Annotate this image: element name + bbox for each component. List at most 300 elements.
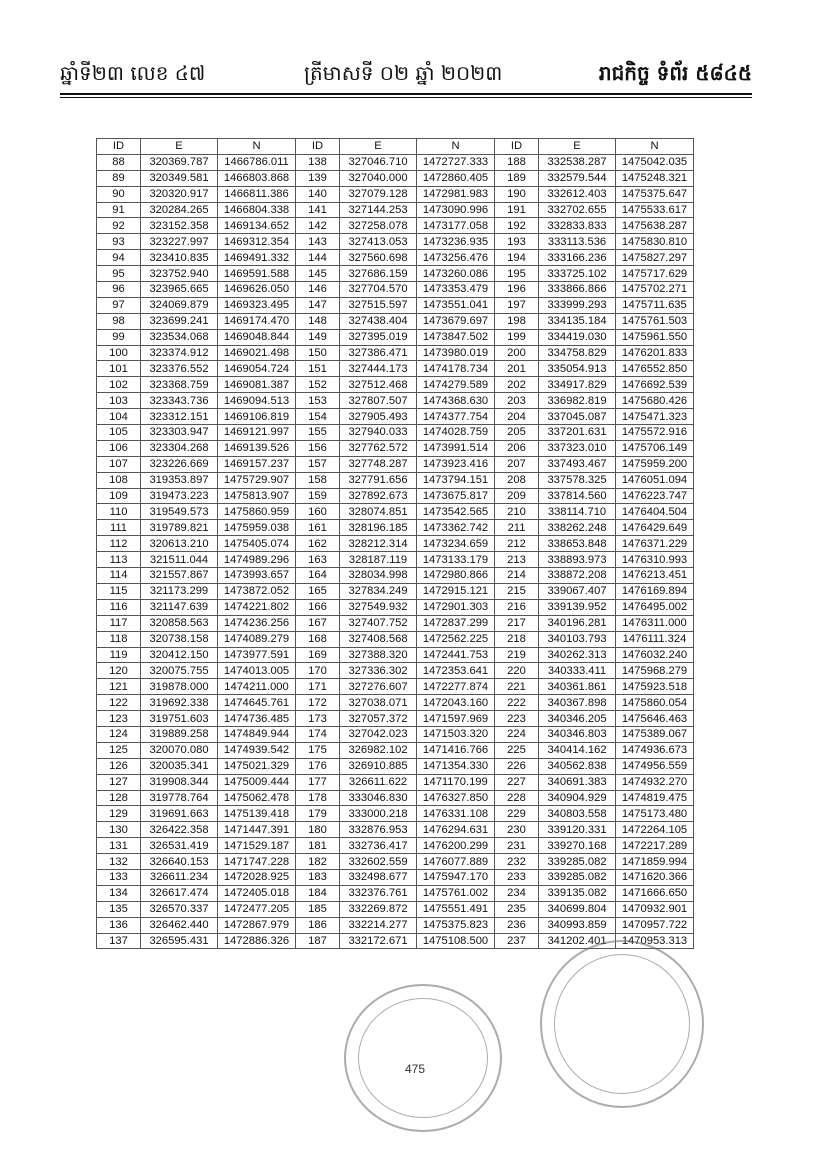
table-cell: 340803.558 xyxy=(539,806,616,822)
table-cell: 113 xyxy=(97,552,141,568)
table-row xyxy=(97,520,694,536)
table-cell: 198 xyxy=(495,313,539,329)
table-cell: 95 xyxy=(97,266,141,282)
table-cell: 110 xyxy=(97,504,141,520)
table-cell: 338653.848 xyxy=(539,536,616,552)
table-cell: 340562.838 xyxy=(539,758,616,774)
table-cell: 170 xyxy=(296,663,340,679)
table-cell: 1472915.121 xyxy=(417,583,495,599)
table-cell: 102 xyxy=(97,377,141,393)
table-cell: 334917.829 xyxy=(539,377,616,393)
table-cell: 126 xyxy=(97,758,141,774)
table-cell: 101 xyxy=(97,361,141,377)
table-row xyxy=(97,329,694,345)
table-cell: 1474368.630 xyxy=(417,393,495,409)
table-cell: 1475860.054 xyxy=(616,695,694,711)
table-cell: 1472405.018 xyxy=(218,885,296,901)
table-cell: 323699.241 xyxy=(141,313,218,329)
table-cell: 327386.471 xyxy=(340,345,417,361)
table-cell: 165 xyxy=(296,583,340,599)
table-cell: 147 xyxy=(296,297,340,313)
gazette-page: រាជកិច្ច ទំព័រ ៥៨៤៥ xyxy=(598,61,752,85)
table-row xyxy=(97,711,694,727)
table-cell: 1466804.338 xyxy=(218,202,296,218)
table-cell: 332214.277 xyxy=(340,917,417,933)
table-cell: 224 xyxy=(495,726,539,742)
table-cell: 122 xyxy=(97,695,141,711)
table-cell: 235 xyxy=(495,901,539,917)
table-cell: 1472901.303 xyxy=(417,599,495,615)
table-cell: 161 xyxy=(296,520,340,536)
table-cell: 327512.468 xyxy=(340,377,417,393)
table-cell: 203 xyxy=(495,393,539,409)
table-cell: 320349.581 xyxy=(141,170,218,186)
table-cell: 1472441.753 xyxy=(417,647,495,663)
table-cell: 1473236.935 xyxy=(417,234,495,250)
table-cell: 323534.068 xyxy=(141,329,218,345)
table-cell: 183 xyxy=(296,869,340,885)
table-cell: 115 xyxy=(97,583,141,599)
table-cell: 205 xyxy=(495,425,539,441)
table-cell: 320035.341 xyxy=(141,758,218,774)
table-cell: 1476495.002 xyxy=(616,599,694,615)
table-cell: 1472981.983 xyxy=(417,186,495,202)
table-cell: 326910.885 xyxy=(340,758,417,774)
table-cell: 197 xyxy=(495,297,539,313)
table-cell: 1472562.225 xyxy=(417,631,495,647)
table-cell: 327686.159 xyxy=(340,266,417,282)
table-row xyxy=(97,250,694,266)
table-cell: 338872.208 xyxy=(539,568,616,584)
table-cell: 1475761.503 xyxy=(616,313,694,329)
table-cell: 1471503.320 xyxy=(417,726,495,742)
table-cell: 324069.879 xyxy=(141,297,218,313)
table-cell: 319878.000 xyxy=(141,679,218,695)
table-cell: 150 xyxy=(296,345,340,361)
table-row xyxy=(97,345,694,361)
table-cell: 141 xyxy=(296,202,340,218)
table-cell: 1474089.279 xyxy=(218,631,296,647)
table-cell: 333999.293 xyxy=(539,297,616,313)
table-cell: 124 xyxy=(97,726,141,742)
table-cell: 319549.573 xyxy=(141,504,218,520)
table-cell: 334419.030 xyxy=(539,329,616,345)
table-cell: 92 xyxy=(97,218,141,234)
table-cell: 332876.953 xyxy=(340,822,417,838)
table-cell: 1469048.844 xyxy=(218,329,296,345)
table-cell: 319691.663 xyxy=(141,806,218,822)
table-cell: 1473551.041 xyxy=(417,297,495,313)
table-cell: 1475923.518 xyxy=(616,679,694,695)
table-cell: 100 xyxy=(97,345,141,361)
page-number: 475 xyxy=(404,1062,426,1076)
table-cell: 1474028.759 xyxy=(417,425,495,441)
table-cell: 216 xyxy=(495,599,539,615)
table-cell: 93 xyxy=(97,234,141,250)
table-cell: 130 xyxy=(97,822,141,838)
table-cell: 1469054.724 xyxy=(218,361,296,377)
table-cell: 1475375.823 xyxy=(417,917,495,933)
table-cell: 319692.338 xyxy=(141,695,218,711)
column-header: E xyxy=(141,139,218,155)
table-cell: 1472217.289 xyxy=(616,838,694,854)
table-cell: 1473794.151 xyxy=(417,472,495,488)
table-cell: 1473353.479 xyxy=(417,282,495,298)
table-cell: 326982.102 xyxy=(340,742,417,758)
table-cell: 182 xyxy=(296,854,340,870)
table-cell: 1473234.659 xyxy=(417,536,495,552)
table-cell: 1475827.297 xyxy=(616,250,694,266)
table-cell: 326531.419 xyxy=(141,838,218,854)
table-cell: 103 xyxy=(97,393,141,409)
table-cell: 1471620.366 xyxy=(616,869,694,885)
page-header xyxy=(60,60,752,96)
table-cell: 1474956.559 xyxy=(616,758,694,774)
table-cell: 134 xyxy=(97,885,141,901)
table-cell: 326570.337 xyxy=(141,901,218,917)
table-cell: 1471597.969 xyxy=(417,711,495,727)
table-cell: 151 xyxy=(296,361,340,377)
table-cell: 337578.325 xyxy=(539,472,616,488)
table-cell: 327704.570 xyxy=(340,282,417,298)
table-cell: 327940.033 xyxy=(340,425,417,441)
table-cell: 1475572.916 xyxy=(616,425,694,441)
table-cell: 1472867.979 xyxy=(218,917,296,933)
table-cell: 1474178.734 xyxy=(417,361,495,377)
table-cell: 321173.299 xyxy=(141,583,218,599)
table-cell: 148 xyxy=(296,313,340,329)
table-cell: 111 xyxy=(97,520,141,536)
table-cell: 208 xyxy=(495,472,539,488)
table-cell: 320412.150 xyxy=(141,647,218,663)
table-cell: 332376.761 xyxy=(340,885,417,901)
table-cell: 107 xyxy=(97,456,141,472)
table-cell: 1473679.697 xyxy=(417,313,495,329)
table-cell: 1466811.386 xyxy=(218,186,296,202)
table-cell: 1472277.874 xyxy=(417,679,495,695)
table-cell: 135 xyxy=(97,901,141,917)
table-row xyxy=(97,726,694,742)
table-cell: 158 xyxy=(296,472,340,488)
table-cell: 323303.947 xyxy=(141,425,218,441)
table-cell: 326422.358 xyxy=(141,822,218,838)
table-row xyxy=(97,822,694,838)
table-cell: 340993.859 xyxy=(539,917,616,933)
table-cell: 1469094.513 xyxy=(218,393,296,409)
table-cell: 1475638.287 xyxy=(616,218,694,234)
table-cell: 1475405.074 xyxy=(218,536,296,552)
table-cell: 327046.710 xyxy=(340,154,417,170)
table-cell: 340361.861 xyxy=(539,679,616,695)
table-cell: 1476404.504 xyxy=(616,504,694,520)
table-cell: 192 xyxy=(495,218,539,234)
table-row xyxy=(97,663,694,679)
table-cell: 333000.218 xyxy=(340,806,417,822)
table-cell: 332736.417 xyxy=(340,838,417,854)
table-cell: 339285.082 xyxy=(539,854,616,870)
table-cell: 174 xyxy=(296,726,340,742)
table-cell: 217 xyxy=(495,615,539,631)
table-cell: 1473177.058 xyxy=(417,218,495,234)
table-cell: 1475680.426 xyxy=(616,393,694,409)
table-cell: 332538.287 xyxy=(539,154,616,170)
table-cell: 156 xyxy=(296,440,340,456)
table-cell: 89 xyxy=(97,170,141,186)
table-cell: 227 xyxy=(495,774,539,790)
table-cell: 1472860.405 xyxy=(417,170,495,186)
table-cell: 326617.474 xyxy=(141,885,218,901)
table-cell: 118 xyxy=(97,631,141,647)
table-cell: 1475947.170 xyxy=(417,869,495,885)
table-cell: 125 xyxy=(97,742,141,758)
table-cell: 334135.184 xyxy=(539,313,616,329)
table-row xyxy=(97,377,694,393)
table-cell: 328196.185 xyxy=(340,520,417,536)
table-cell: 326462.440 xyxy=(141,917,218,933)
table-body xyxy=(97,154,694,949)
table-cell: 1475389.067 xyxy=(616,726,694,742)
table-cell: 1474645.761 xyxy=(218,695,296,711)
table-cell: 159 xyxy=(296,488,340,504)
table-row xyxy=(97,774,694,790)
table-cell: 1466803.868 xyxy=(218,170,296,186)
table-cell: 326640.153 xyxy=(141,854,218,870)
column-header: N xyxy=(218,139,296,155)
table-cell: 176 xyxy=(296,758,340,774)
table-cell: 120 xyxy=(97,663,141,679)
table-cell: 1476169.894 xyxy=(616,583,694,599)
table-cell: 332498.677 xyxy=(340,869,417,885)
table-cell: 1476552.850 xyxy=(616,361,694,377)
table-cell: 333166.236 xyxy=(539,250,616,266)
table-cell: 328034.998 xyxy=(340,568,417,584)
table-cell: 1476051.094 xyxy=(616,472,694,488)
table-cell: 184 xyxy=(296,885,340,901)
table-cell: 327834.249 xyxy=(340,583,417,599)
table-cell: 323226.669 xyxy=(141,456,218,472)
table-cell: 117 xyxy=(97,615,141,631)
table-row xyxy=(97,202,694,218)
table-cell: 129 xyxy=(97,806,141,822)
table-cell: 320613.210 xyxy=(141,536,218,552)
table-cell: 188 xyxy=(495,154,539,170)
table-cell: 1476213.451 xyxy=(616,568,694,584)
table-cell: 1475706.149 xyxy=(616,440,694,456)
table-cell: 128 xyxy=(97,790,141,806)
table-row xyxy=(97,154,694,170)
table-cell: 323376.552 xyxy=(141,361,218,377)
table-cell: 1476223.747 xyxy=(616,488,694,504)
table-cell: 319778.764 xyxy=(141,790,218,806)
table-cell: 1471529.187 xyxy=(218,838,296,854)
table-row xyxy=(97,440,694,456)
table-cell: 157 xyxy=(296,456,340,472)
table-cell: 236 xyxy=(495,917,539,933)
table-cell: 1470957.722 xyxy=(616,917,694,933)
table-cell: 1475009.444 xyxy=(218,774,296,790)
table-cell: 1469139.526 xyxy=(218,440,296,456)
column-header: ID xyxy=(495,139,539,155)
table-cell: 1473256.476 xyxy=(417,250,495,266)
table-row xyxy=(97,170,694,186)
table-cell: 152 xyxy=(296,377,340,393)
table-row xyxy=(97,282,694,298)
official-seal xyxy=(540,940,704,1108)
table-row xyxy=(97,456,694,472)
table-cell: 179 xyxy=(296,806,340,822)
table-cell: 323227.997 xyxy=(141,234,218,250)
table-cell: 1476111.324 xyxy=(616,631,694,647)
table-cell: 222 xyxy=(495,695,539,711)
table-cell: 1475248.321 xyxy=(616,170,694,186)
table-cell: 1475533.617 xyxy=(616,202,694,218)
table-cell: 323965.665 xyxy=(141,282,218,298)
table-cell: 340333.411 xyxy=(539,663,616,679)
table-cell: 320738.158 xyxy=(141,631,218,647)
table-row xyxy=(97,758,694,774)
table-cell: 1469312.354 xyxy=(218,234,296,250)
table-cell: 178 xyxy=(296,790,340,806)
table-cell: 231 xyxy=(495,838,539,854)
table-cell: 186 xyxy=(296,917,340,933)
table-cell: 320858.563 xyxy=(141,615,218,631)
table-row xyxy=(97,679,694,695)
table-cell: 339139.952 xyxy=(539,599,616,615)
table-cell: 1475108.500 xyxy=(417,933,495,949)
table-cell: 1474221.802 xyxy=(218,599,296,615)
table-cell: 1471354.330 xyxy=(417,758,495,774)
table-cell: 230 xyxy=(495,822,539,838)
table-cell: 1473090.996 xyxy=(417,202,495,218)
table-cell: 1476327.850 xyxy=(417,790,495,806)
table-cell: 221 xyxy=(495,679,539,695)
table-cell: 334758.829 xyxy=(539,345,616,361)
gazette-issue: ឆ្នាំទី២៣ លេខ ៤៧ xyxy=(60,61,206,85)
table-cell: 340103.793 xyxy=(539,631,616,647)
table-cell: 327040.000 xyxy=(340,170,417,186)
table-cell: 326595.431 xyxy=(141,933,218,949)
table-cell: 133 xyxy=(97,869,141,885)
table-cell: 1472727.333 xyxy=(417,154,495,170)
table-cell: 1475173.480 xyxy=(616,806,694,822)
table-cell: 327791.656 xyxy=(340,472,417,488)
table-cell: 1471416.766 xyxy=(417,742,495,758)
table-cell: 1474377.754 xyxy=(417,409,495,425)
table-cell: 332172.671 xyxy=(340,933,417,949)
table-cell: 194 xyxy=(495,250,539,266)
table-cell: 1469157.237 xyxy=(218,456,296,472)
table-cell: 204 xyxy=(495,409,539,425)
table-cell: 1470932.901 xyxy=(616,901,694,917)
table-cell: 211 xyxy=(495,520,539,536)
table-row xyxy=(97,583,694,599)
header-rule-thin xyxy=(60,97,752,98)
table-cell: 137 xyxy=(97,933,141,949)
table-cell: 1475375.647 xyxy=(616,186,694,202)
table-cell: 340414.162 xyxy=(539,742,616,758)
table-cell: 202 xyxy=(495,377,539,393)
table-row xyxy=(97,838,694,854)
table-cell: 1472980.866 xyxy=(417,568,495,584)
table-cell: 328187.119 xyxy=(340,552,417,568)
table-row xyxy=(97,790,694,806)
table-cell: 173 xyxy=(296,711,340,727)
table-cell: 340691.383 xyxy=(539,774,616,790)
table-row xyxy=(97,552,694,568)
table-cell: 228 xyxy=(495,790,539,806)
table-cell: 1475860.959 xyxy=(218,504,296,520)
table-cell: 123 xyxy=(97,711,141,727)
table-cell: 1476032.240 xyxy=(616,647,694,663)
table-cell: 1475761.002 xyxy=(417,885,495,901)
table-cell: 153 xyxy=(296,393,340,409)
table-cell: 163 xyxy=(296,552,340,568)
table-cell: 220 xyxy=(495,663,539,679)
table-cell: 88 xyxy=(97,154,141,170)
table-cell: 160 xyxy=(296,504,340,520)
table-cell: 112 xyxy=(97,536,141,552)
table-cell: 1474939.542 xyxy=(218,742,296,758)
table-cell: 333046.830 xyxy=(340,790,417,806)
table-cell: 327042.023 xyxy=(340,726,417,742)
table-cell: 90 xyxy=(97,186,141,202)
table-cell: 213 xyxy=(495,552,539,568)
table-cell: 327408.568 xyxy=(340,631,417,647)
table-cell: 319473.223 xyxy=(141,488,218,504)
table-cell: 154 xyxy=(296,409,340,425)
table-cell: 232 xyxy=(495,854,539,870)
table-cell: 1476331.108 xyxy=(417,806,495,822)
column-header: ID xyxy=(296,139,340,155)
table-cell: 187 xyxy=(296,933,340,949)
table-cell: 106 xyxy=(97,440,141,456)
table-cell: 1469081.387 xyxy=(218,377,296,393)
table-cell: 332269.872 xyxy=(340,901,417,917)
table-cell: 340346.803 xyxy=(539,726,616,742)
table-cell: 1476200.299 xyxy=(417,838,495,854)
table-cell: 119 xyxy=(97,647,141,663)
table-cell: 320284.265 xyxy=(141,202,218,218)
table-cell: 326611.622 xyxy=(340,774,417,790)
table-row xyxy=(97,615,694,631)
header-rule xyxy=(60,93,752,95)
table-cell: 215 xyxy=(495,583,539,599)
table-cell: 1474236.256 xyxy=(218,615,296,631)
table-cell: 1474819.475 xyxy=(616,790,694,806)
table-cell: 1474932.270 xyxy=(616,774,694,790)
table-cell: 191 xyxy=(495,202,539,218)
table-cell: 1472264.105 xyxy=(616,822,694,838)
table-cell: 1475702.271 xyxy=(616,282,694,298)
table-cell: 1469174.470 xyxy=(218,313,296,329)
table-cell: 91 xyxy=(97,202,141,218)
table-cell: 337814.560 xyxy=(539,488,616,504)
table-cell: 1469323.495 xyxy=(218,297,296,313)
table-cell: 1472353.641 xyxy=(417,663,495,679)
table-cell: 332702.655 xyxy=(539,202,616,218)
table-cell: 139 xyxy=(296,170,340,186)
table-cell: 97 xyxy=(97,297,141,313)
table-cell: 327057.372 xyxy=(340,711,417,727)
table-cell: 1476311.000 xyxy=(616,615,694,631)
table-cell: 200 xyxy=(495,345,539,361)
table-cell: 337045.087 xyxy=(539,409,616,425)
table-cell: 212 xyxy=(495,536,539,552)
table-row xyxy=(97,266,694,282)
table-cell: 1469491.332 xyxy=(218,250,296,266)
table-cell: 237 xyxy=(495,933,539,949)
table-cell: 185 xyxy=(296,901,340,917)
